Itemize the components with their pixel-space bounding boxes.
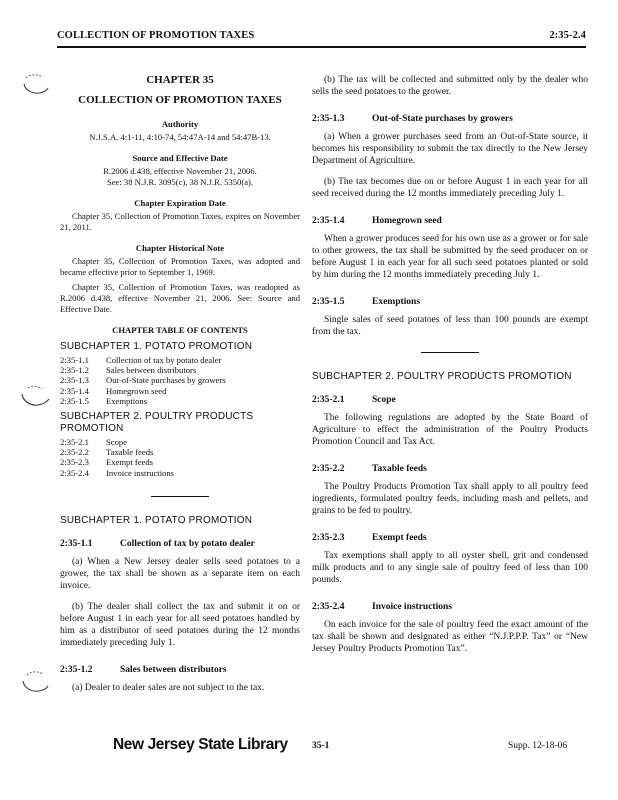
chapter-number: CHAPTER 35 [146,74,214,86]
chapter-title: COLLECTION OF PROMOTION TAXES [78,94,282,106]
section-paragraph: (b) The dealer shall collect the tax and submit it on or before August 1 in each year for all seed potatoes handled by him as a distributor of seed potatoes during the 12 months immediately preceding July 1. [60,601,300,648]
supplement-date: Supp. 12-18-06 [508,741,568,751]
section-heading: 2:35-1.4 Homegrown seed [312,216,442,226]
toc-item: 2:35-2.2 Taxable feeds [60,447,154,458]
source-heading: Source and Effective Date [132,153,228,163]
toc-list-2 [60,437,300,478]
history-paragraph-2: Chapter 35, Collection of Promotion Taxes, was readopted as R.2006 d.438, effective November 21, 2006. See: Source and Effective Date. [60,282,300,314]
section-paragraph: The following regulations are adopted by the State Board of Agriculture to effect the administration of the Poultry Products Promotion Council and Tax Act. [312,413,588,447]
history-heading: Chapter Historical Note [135,243,225,253]
section-paragraph: On each invoice for the sale of poultry feed the exact amount of the tax shall be shown and designated as either “N.J.P.P.P. Tax” or “New Jersey Poultry Products Promotion Tax”. [312,620,588,654]
subchapter-1-heading: SUBCHAPTER 1. POTATO PROMOTION [60,514,253,526]
toc-subchapter-1: SUBCHAPTER 1. POTATO PROMOTION [60,341,253,352]
section-paragraph: (b) The tax will be collected and submitted only by the dealer who sells the seed potatoes to the grower. [312,75,588,97]
right-column [312,74,588,664]
toc-item: 2:35-1.5 Exemptions [60,395,148,406]
section-paragraph: (b) The tax becomes due on or before August 1 in each year for all seed received during the 12 months immediately preceding July 1. [312,177,588,199]
expiration-heading: Chapter Expiration Date [134,198,226,208]
authority-text: N.J.S.A. 4:1-11, 4:10-74, 54:47A-14 and 54:47B-13. [89,132,271,142]
section-paragraph: Tax exemptions shall apply to all oyster shell, grit and condensed milk products and to any single sale of poultry feed of less than 100 pounds. [312,551,588,585]
section-heading: 2:35-2.3 Exempt feeds [312,533,427,543]
authority-heading: Authority [161,119,199,129]
section-heading: 2:35-1.3 Out-of-State purchases by growers [312,114,513,124]
header-section-range: 2:35-2.4 [549,30,586,41]
section-heading: 2:35-2.2 Taxable feeds [312,464,427,474]
section-paragraph: (a) When a New Jersey dealer sells seed potatoes to a grower, the tax shall be shown as a separate item on each invoice. [60,556,300,591]
section-heading: 2:35-2.1 Scope [312,395,396,405]
toc-item: 2:35-2.3 Exempt feeds [60,457,154,468]
section-paragraph: The Poultry Products Promotion Tax shall apply to all poultry feed ingredients, formulated poultry feeds, including mash and pellets, and grains to be fed to poultry. [312,482,588,516]
toc-subchapter-2: SUBCHAPTER 2. POULTRY PRODUCTS PROMOTION [60,411,254,435]
section-heading: 2:35-1.2 Sales between distributors [60,664,227,675]
punch-hole-icon [18,72,52,98]
left-column [60,74,300,703]
section-paragraph: Single sales of seed potatoes of less than 100 pounds are exempt from the tax. [312,315,588,337]
toc-heading: CHAPTER TABLE OF CONTENTS [112,325,248,335]
toc-item: 2:35-1.2 Sales between distributors [60,365,197,376]
section-paragraph: (a) When a grower purchases seed from an Out-of-State source, it becomes his responsibility to submit the tax directly to the New Jersey Department of Agriculture. [312,132,588,166]
section-heading: 2:35-2.4 Invoice instructions [312,602,452,612]
toc-item: 2:35-1.4 Homegrown seed [60,385,167,396]
section-heading: 2:35-1.5 Exemptions [312,297,421,307]
page-number: 35-1 [312,741,330,751]
header-rule [57,46,586,48]
running-header [57,30,586,41]
toc-item: 2:35-1.1 Collection of tax by potato dealer [60,355,222,365]
toc-list-1 [60,355,300,406]
source-line-2: See: 38 N.J.R. 3095(c), 38 N.J.R. 5350(a). [106,177,254,187]
expiration-text: Chapter 35, Collection of Promotion Taxes, expires on November 21, 2011. [60,211,300,232]
header-title: COLLECTION OF PROMOTION TAXES [57,30,255,41]
section-heading: 2:35-1.1 Collection of tax by potato dealer [60,538,255,549]
toc-item: 2:35-1.3 Out-of-State purchases by growers [60,375,226,386]
section-divider [421,352,479,353]
history-paragraph-1: Chapter 35, Collection of Promotion Taxes, was adopted and became effective prior to September 1, 1969. [60,256,300,277]
library-watermark: New Jersey State Library [113,736,288,753]
punch-hole-icon [18,384,52,410]
section-paragraph: (a) Dealer to dealer sales are not subject to the tax. [72,682,265,693]
source-line-1: R.2006 d.438, effective November 21, 2006. [103,166,257,176]
punch-hole-icon [18,670,52,696]
section-paragraph: When a grower produces seed for his own use as a grower or for sale to other growers, the tax shall be submitted by the seed producer on or before August 1 in each year for all such seed potatoes planted or sold by him during the 12 months immediately preceding July 1. [312,234,588,280]
section-divider [151,496,209,497]
toc-item: 2:35-2.4 Invoice instructions [60,467,175,478]
subchapter-2-heading: SUBCHAPTER 2. POULTRY PRODUCTS PROMOTION [312,371,572,382]
toc-item: 2:35-2.1 Scope [60,437,128,448]
